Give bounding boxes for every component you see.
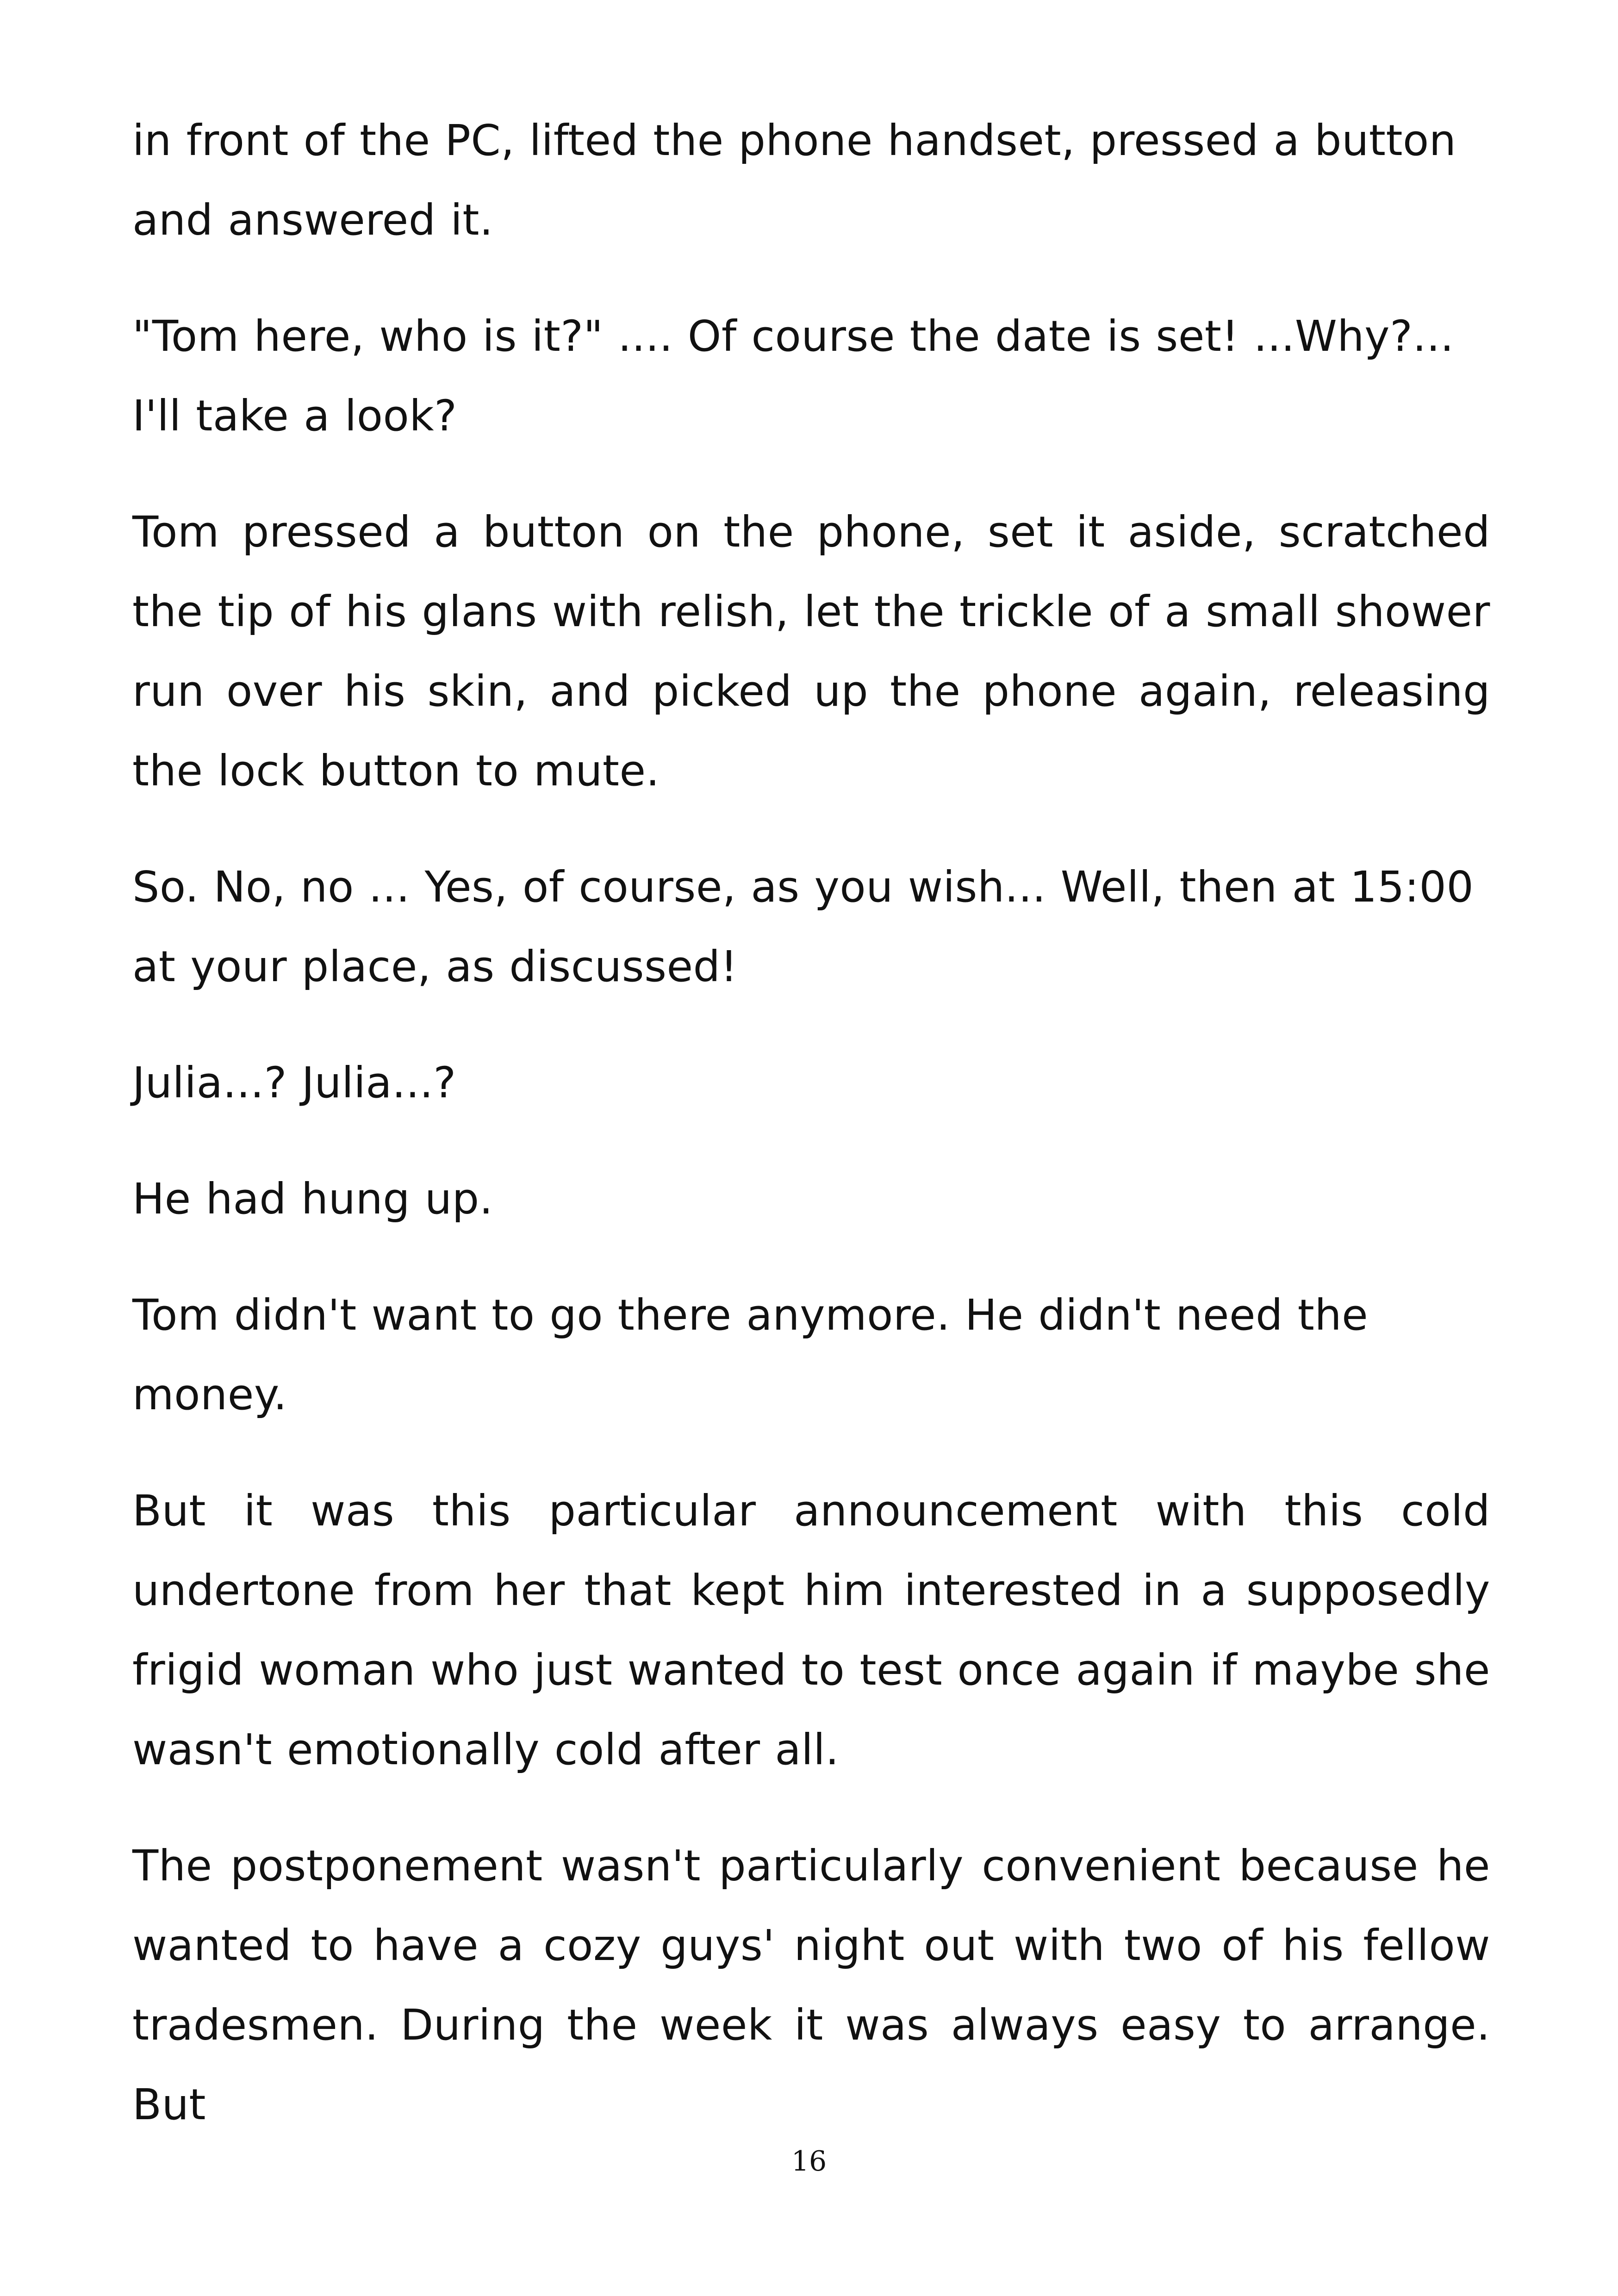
paragraph-1: in front of the PC, lifted the phone handset, pressed a button and answered it.: [132, 116, 1456, 245]
page-number: 16: [791, 2145, 827, 2178]
paragraph-5: Julia...? Julia...?: [132, 1058, 456, 1108]
paragraph-4: So. No, no ... Yes, of course, as you wish... Well, then at 15:00 at your place, as discussed!: [132, 862, 1474, 991]
paragraph-6: He had hung up.: [132, 1174, 493, 1224]
body-text: [132, 101, 1490, 2145]
paragraph-7: Tom didn't want to go there anymore. He didn't need the money.: [132, 1290, 1369, 1419]
paragraph-3: Tom pressed a button on the phone, set it aside, scratched the tip of his glans with relish, let the trickle of a small shower run over his skin, and picked up the phone again, releasing the lock button to mute.: [132, 507, 1490, 796]
paragraph-9: The postponement wasn't particularly convenient because he wanted to have a cozy guys' night out with two of his fellow tradesmen. During the week it was always easy to arrange. But: [132, 1841, 1490, 2129]
paragraph-8: But it was this particular announcement with this cold undertone from her that kept him interested in a supposedly frigid woman who just wanted to test once again if maybe she wasn't emotionally cold after all.: [132, 1486, 1490, 1774]
paragraph-2: "Tom here, who is it?" .... Of course the date is set! ...Why?... I'll take a look?: [132, 311, 1454, 441]
